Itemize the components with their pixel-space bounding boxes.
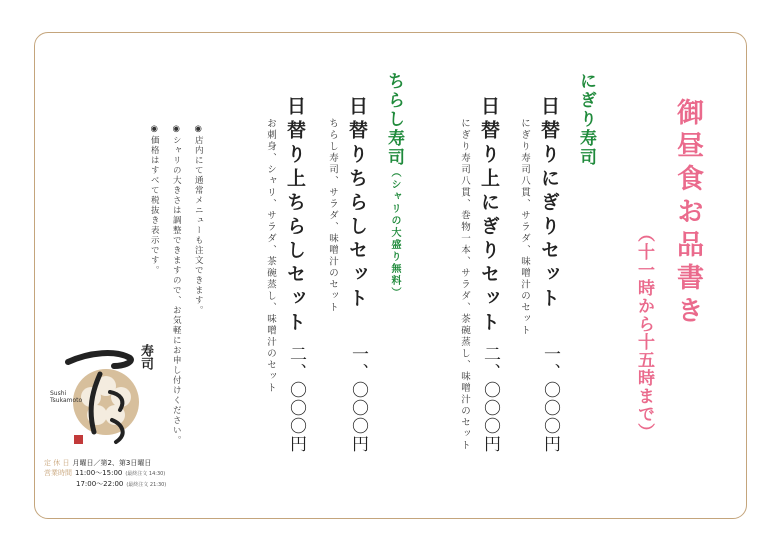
- footer-dinner: [44, 479, 166, 490]
- menu-title: 御昼食お品書き: [672, 98, 703, 329]
- item-nigiri-daily-desc: にぎり寿司八貫、サラダ、味噌汁のセット: [519, 118, 530, 337]
- lunch-hours: （十一時から十五時まで）: [634, 225, 654, 441]
- restaurant-logo: [50, 340, 153, 450]
- logo-red-seal: [74, 435, 83, 444]
- item-chirashi-daily-desc: ちらし寿司、サラダ、味噌汁のセット: [327, 118, 338, 314]
- item-chirashi-premium-desc: お刺身、シャリ、サラダ、茶碗蒸し、味噌汁のセット: [265, 118, 276, 394]
- category-chirashi-note: （シャリの大盛り無料）: [389, 167, 400, 299]
- footer-lunch-hours: 11:00～15:00: [75, 469, 123, 477]
- item-chirashi-premium-name: 日替り上ちらしセット: [284, 96, 306, 336]
- item-nigiri-premium-price: 二、〇〇〇円: [480, 345, 500, 453]
- footer-closed: [44, 458, 166, 468]
- item-nigiri-daily-name: 日替りにぎりセット: [538, 96, 560, 312]
- item-nigiri-daily-price: 一、〇〇〇円: [540, 345, 560, 453]
- footer-dinner-last-order: (最終注文 21:30): [126, 482, 167, 488]
- item-chirashi-premium-price: 二、〇〇〇円: [286, 345, 306, 453]
- item-nigiri-premium-name: 日替り上にぎりセット: [478, 96, 500, 336]
- item-chirashi-daily-name: 日替りちらしセット: [346, 96, 368, 312]
- footer-lunch-last-order: (最終注文 14:30): [125, 471, 166, 477]
- footer-open-tag: 営業時間: [44, 469, 72, 477]
- note-tax: ◉価格はすべて税抜き表示です。: [149, 124, 160, 276]
- logo-kanji: 寿司: [138, 344, 153, 370]
- footer-dinner-hours: 17:00～22:00: [76, 480, 124, 488]
- item-nigiri-premium-desc: にぎり寿司八貫、巻物一本、サラダ、茶碗蒸し、味噌汁のセット: [459, 118, 470, 452]
- logo-roman-text: [50, 390, 82, 404]
- footer-closed-value: 月曜日／第2、第3日曜日: [72, 459, 152, 467]
- note-regular-menu: ◉店内にて通常メニューも注文できます。: [193, 124, 204, 316]
- logo-brush-stroke-1: [68, 353, 131, 366]
- logo-roman-top: Sushi: [50, 390, 67, 397]
- item-chirashi-daily-price: 一、〇〇〇円: [348, 345, 368, 453]
- category-chirashi: [382, 72, 407, 299]
- footer-lunch: [44, 468, 166, 479]
- footer-closed-tag: 定 休 日: [44, 459, 70, 467]
- logo-roman-bottom: Tsukamoto: [50, 397, 83, 404]
- category-nigiri: にぎり寿司: [576, 72, 596, 167]
- note-rice-size: ◉シャリの大きさは調整できますので、お気軽にお申し付けください。: [171, 124, 182, 446]
- footer-info: [44, 458, 166, 490]
- category-chirashi-label: ちらし寿司: [384, 72, 404, 167]
